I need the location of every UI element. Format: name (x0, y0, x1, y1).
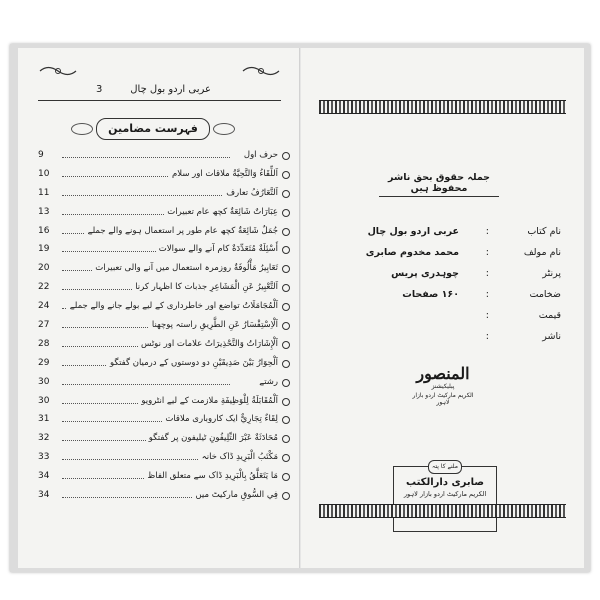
toc-page-number: 30 (38, 395, 50, 406)
ornament-icon (241, 64, 281, 78)
toc-page-number: 19 (38, 244, 50, 255)
detail-separator: : (485, 331, 489, 342)
toc-entry (32, 448, 292, 467)
book-details (341, 226, 561, 352)
toc-entry (32, 354, 292, 373)
toc-entry-text: جُمَلٌ شَائِعَةٌ کچھ عام طور پر استعمال ہونے والے جملے (85, 222, 278, 240)
toc-entry-text: تَعَابِيرُ مَأْلُوفَةٌ روزمرہ استعمال میں آنے والی تعبیرات (92, 259, 278, 277)
running-header: عربی اردو بول چال (130, 84, 211, 95)
bullet-icon (282, 171, 290, 179)
toc-entry (32, 222, 292, 241)
toc-entry-text: اَلْمُجَامَلَاتُ تواضع اور خاطرداری کے لیے بولے جانے والے جملے (67, 297, 278, 315)
decorative-border-bottom (319, 504, 566, 518)
toc-entry-text: حرف اول (241, 146, 278, 164)
toc-page-number: 22 (38, 282, 50, 293)
toc-page-number: 28 (38, 338, 50, 349)
bullet-icon (282, 322, 290, 330)
detail-row (341, 268, 561, 289)
toc-entry (32, 278, 292, 297)
detail-label: ضخامت (529, 289, 561, 300)
detail-value: محمد مخدوم صابری (365, 247, 459, 258)
detail-label: نام مولف (523, 247, 561, 258)
bullet-icon (282, 284, 290, 292)
toc-entry-text: اَلْاِسْتِفْسَارُ عَنِ الطَّرِيقِ راستہ پوچھنا (149, 316, 278, 334)
toc-page-number: 10 (38, 168, 50, 179)
toc-page-number: 13 (38, 206, 50, 217)
toc-entry (32, 373, 292, 392)
bullet-icon (282, 341, 290, 349)
toc-page-number: 16 (38, 225, 50, 236)
bullet-icon (282, 190, 290, 198)
toc-entry-text: مَا يَتَعَلَّقُ بِالْبَرِيدِ ڈاک سے متعلق الفاظ (144, 467, 278, 485)
toc-page-number: 24 (38, 301, 50, 312)
leader-dots (62, 384, 230, 385)
toc-entry (32, 165, 292, 184)
toc-entry-text: أَسْئِلَةٌ مُتَعَدِّدَةٌ کام آنے والے سوالات (156, 240, 278, 258)
toc-entry (32, 240, 292, 259)
bullet-icon (282, 152, 290, 160)
toc-entry (32, 410, 292, 429)
detail-row (341, 331, 561, 352)
detail-separator: : (485, 268, 489, 279)
left-page (18, 48, 302, 568)
detail-row (341, 247, 561, 268)
page-number: 3 (96, 84, 103, 95)
toc-title: فہرست مضامین (96, 118, 210, 140)
bullet-icon (282, 360, 290, 368)
distributor-address: الکریم مارکیٹ اردو بازار لاہور (403, 490, 487, 498)
toc-entry (32, 429, 292, 448)
detail-label: پرنٹر (542, 268, 561, 279)
table-of-contents (32, 146, 292, 505)
leader-dots (62, 195, 230, 196)
bullet-icon (282, 246, 290, 254)
toc-entry (32, 486, 292, 505)
toc-page-number: 34 (38, 490, 50, 501)
toc-entry (32, 467, 292, 486)
detail-separator: : (485, 310, 489, 321)
toc-page-number: 32 (38, 433, 50, 444)
distributor-name: صابری دارالکتب (405, 477, 485, 488)
detail-label: ناشر (542, 331, 561, 342)
detail-label: قیمت (538, 310, 561, 321)
detail-row (341, 310, 561, 331)
toc-entry (32, 146, 292, 165)
publisher-logo-name: المنصور (416, 364, 470, 383)
distributor-box (393, 463, 497, 532)
toc-entry-text: اَلْإِشَارَاتُ وَالتَّحْذِيرَاتُ علامات اور نوٹس (138, 335, 278, 353)
bullet-icon (282, 416, 290, 424)
decorative-border-top (319, 100, 566, 114)
toc-entry-text: اَلتَّعَارُفُ تعارف (223, 184, 278, 202)
bullet-icon (282, 209, 290, 217)
bullet-icon (282, 454, 290, 462)
toc-entry-text: مَكْتَبُ الْبَرِيدِ ڈاک خانہ (199, 448, 278, 466)
toc-page-number: 34 (38, 471, 50, 482)
detail-label: نام کتاب (527, 226, 561, 237)
toc-page-number: 31 (38, 414, 50, 425)
detail-row (341, 289, 561, 310)
publisher-logo-address: الکریم مارکیٹ اردو بازار لاہور (412, 392, 474, 406)
open-book (10, 44, 590, 572)
right-page (301, 48, 584, 568)
toc-entry (32, 259, 292, 278)
toc-entry-text: مُحَادَثَةٌ عَبْرَ التِّلِيفُونِ ٹیلیفون پر گفتگو (146, 429, 278, 447)
bullet-icon (282, 398, 290, 406)
detail-separator: : (485, 247, 489, 258)
bullet-icon (282, 492, 290, 500)
toc-page-number: 33 (38, 452, 50, 463)
toc-entry-text: اَلْحِوَارُ بَيْنَ صَدِيقَيْنِ دو دوستوں کے درمیان گفتگو (107, 354, 278, 372)
detail-value: ۱۶۰ صفحات (402, 289, 459, 300)
detail-value: عربی اردو بول چال (367, 226, 459, 237)
detail-separator: : (485, 289, 489, 300)
leader-dots (62, 157, 230, 158)
publisher-logo-tagline: پبلیکیشنز (431, 383, 455, 390)
bullet-icon (282, 473, 290, 481)
toc-entry-text: رشتے (256, 373, 278, 391)
toc-page-number: 29 (38, 357, 50, 368)
bullet-icon (282, 265, 290, 273)
toc-page-number: 9 (38, 150, 44, 160)
bullet-icon (282, 435, 290, 443)
toc-page-number: 20 (38, 263, 50, 274)
ornament-icon (38, 64, 78, 78)
toc-page-number: 27 (38, 320, 50, 331)
toc-entry (32, 335, 292, 354)
toc-page-number: 30 (38, 376, 50, 387)
toc-entry-text: فِي السُّوقِ مارکیٹ میں (192, 486, 278, 504)
publisher-logo (407, 364, 479, 406)
toc-entry (32, 203, 292, 222)
toc-entry-text: اَللِّقَاءُ وَالتَّحِيَّةُ ملاقات اور سلام (169, 165, 278, 183)
detail-separator: : (485, 226, 489, 237)
bullet-icon (282, 379, 290, 387)
toc-entry-text: لِقَاءٌ تِجَارِيٌّ ایک کاروباری ملاقات (162, 410, 278, 428)
detail-value: چوہدری پریس (391, 268, 459, 279)
bullet-icon (282, 303, 290, 311)
bullet-icon (282, 228, 290, 236)
toc-page-number: 11 (38, 187, 50, 198)
toc-entry-text: عِبَارَاتٌ شَائِعَةٌ کچھ عام تعبیرات (164, 203, 278, 221)
toc-entry (32, 297, 292, 316)
distributor-tag: ملنے کا پتہ (428, 460, 462, 474)
toc-entry-text: اَلْمُقَابَلَةُ لِلْوَظِيفَةِ ملازمت کے لیے انٹرویو (138, 392, 278, 410)
detail-row (341, 226, 561, 247)
toc-entry-text: اَلتَّعْبِيرُ عَنِ الْمَشَاعِرِ جذبات کا اظہار کرنا (132, 278, 278, 296)
header-rule (38, 100, 281, 101)
toc-entry (32, 316, 292, 335)
toc-entry (32, 184, 292, 203)
copyright-notice: جملہ حقوق بحق ناشر محفوظ ہیں (379, 172, 499, 197)
toc-entry (32, 392, 292, 411)
